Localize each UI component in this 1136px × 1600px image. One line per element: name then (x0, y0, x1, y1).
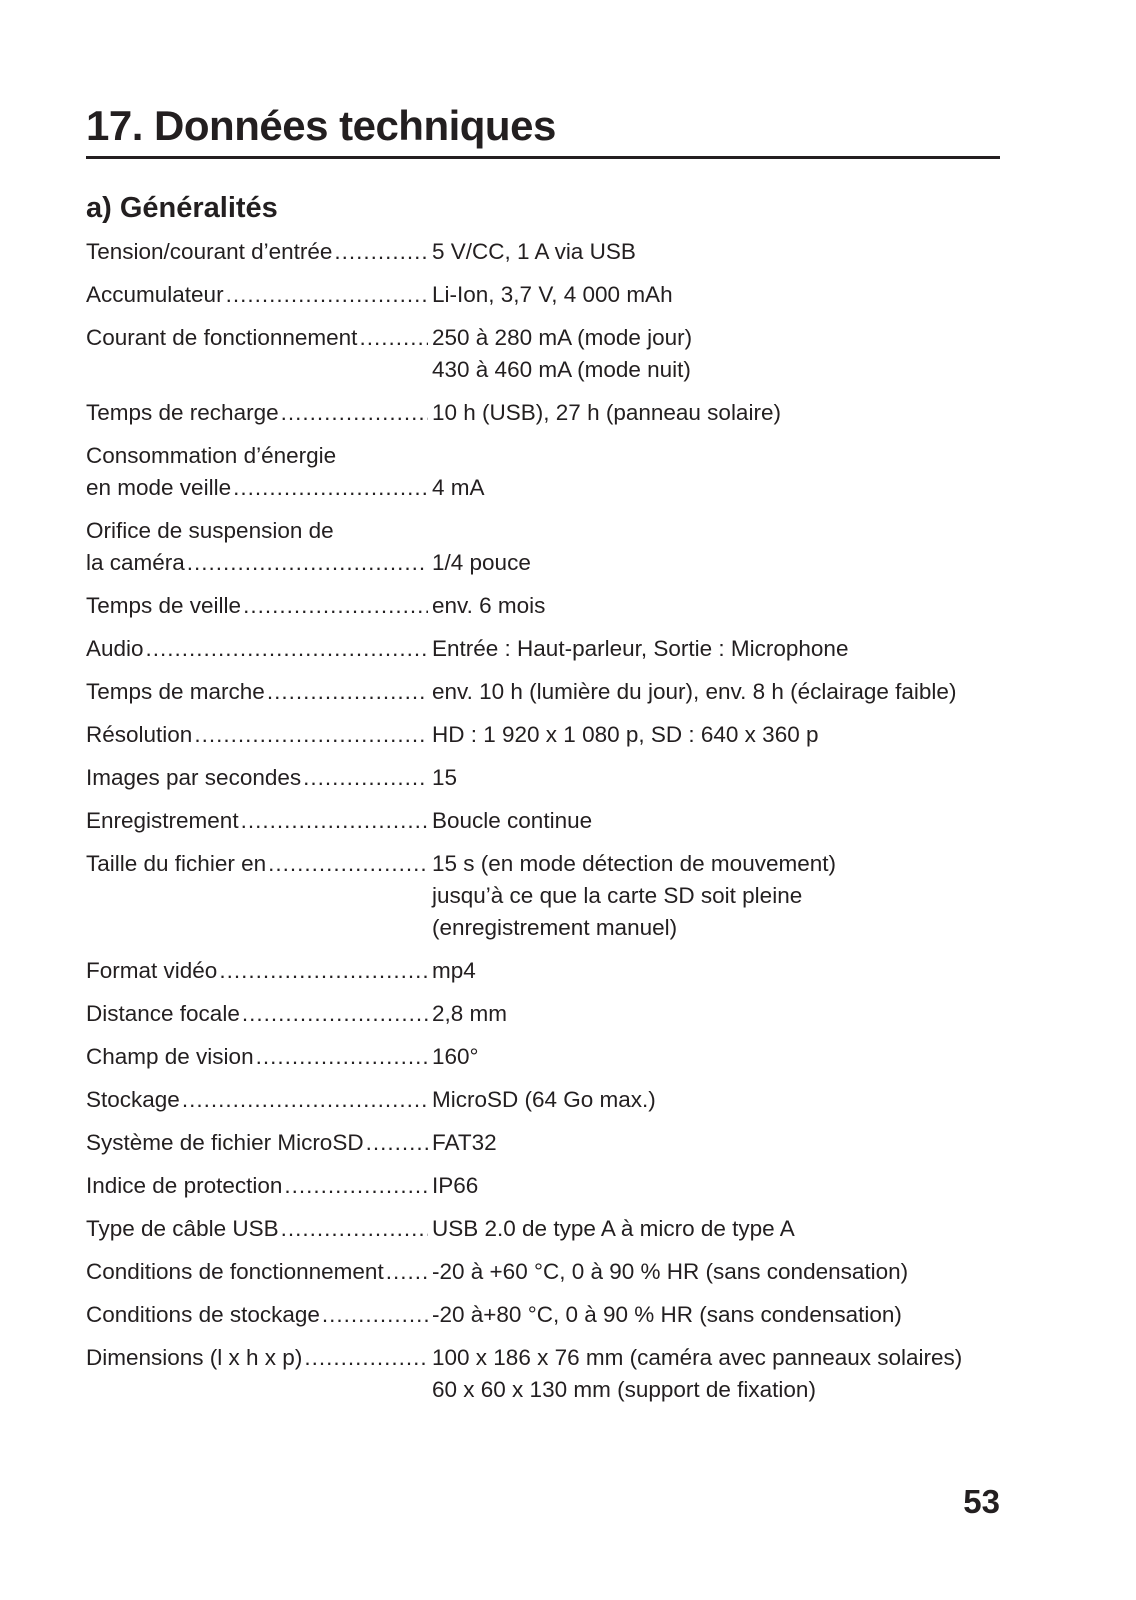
dot-leader (241, 805, 428, 837)
spec-label-line (86, 322, 428, 354)
spec-label (86, 236, 428, 268)
dot-leader (243, 590, 428, 622)
spec-label (86, 633, 428, 665)
spec-label-text: Audio (86, 636, 144, 661)
dot-leader (268, 848, 428, 880)
spec-label (86, 1299, 428, 1331)
spec-value-line: 5 V/CC, 1 A via USB (432, 239, 636, 264)
spec-row (86, 1256, 1006, 1288)
spec-value-line: jusqu’à ce que la carte SD soit pleine (432, 883, 803, 908)
spec-label-text: Champ de vision (86, 1044, 254, 1069)
spec-label-text: Temps de veille (86, 593, 242, 618)
spec-value-line: 15 s (en mode détection de mouvement) (432, 851, 836, 876)
spec-label-text: Consommation d’énergie (86, 443, 337, 468)
spec-label-line (86, 279, 428, 311)
spec-row (86, 805, 1006, 837)
spec-label (86, 279, 428, 311)
spec-row (86, 998, 1006, 1030)
spec-label (86, 440, 428, 504)
spec-value (428, 998, 1006, 1030)
spec-list (86, 236, 1006, 1417)
spec-row (86, 955, 1006, 987)
dot-leader (366, 1127, 428, 1159)
spec-value (428, 676, 1006, 708)
spec-value (428, 1127, 1006, 1159)
spec-label-text: Temps de recharge (86, 400, 279, 425)
spec-label-line (86, 1127, 428, 1159)
spec-label-line (86, 1299, 428, 1331)
spec-label-text: Images par secondes (86, 765, 302, 790)
spec-label (86, 322, 428, 354)
spec-label-line (86, 1084, 428, 1116)
spec-row (86, 1213, 1006, 1245)
spec-row (86, 633, 1006, 665)
spec-row (86, 762, 1006, 794)
spec-value-line: USB 2.0 de type A à micro de type A (432, 1216, 795, 1241)
spec-value (428, 590, 1006, 622)
spec-value (428, 848, 1006, 944)
spec-value-line: 250 à 280 mA (mode jour) (432, 325, 693, 350)
dot-leader (219, 955, 428, 987)
spec-value-line: 100 x 186 x 76 mm (caméra avec panneaux solaires) (432, 1345, 963, 1370)
spec-value-line: 10 h (USB), 27 h (panneau solaire) (432, 400, 781, 425)
dot-leader (182, 1084, 428, 1116)
spec-label (86, 762, 428, 794)
spec-value (428, 1041, 1006, 1073)
spec-row (86, 236, 1006, 268)
spec-value-line: 430 à 460 mA (mode nuit) (432, 357, 691, 382)
spec-label-line (86, 472, 428, 504)
spec-label-text: Distance focale (86, 1001, 240, 1026)
section-title: a) Généralités (86, 192, 278, 224)
spec-label-text: Conditions de fonctionnement (86, 1259, 384, 1284)
spec-label-text: Indice de protection (86, 1173, 283, 1198)
spec-label (86, 1084, 428, 1116)
spec-row (86, 676, 1006, 708)
spec-value (428, 633, 1006, 665)
spacer (432, 515, 1006, 547)
spec-value-line: MicroSD (64 Go max.) (432, 1087, 656, 1112)
dot-leader (281, 1213, 428, 1245)
dot-leader (303, 762, 428, 794)
spec-label-text: Courant de fonctionnement (86, 325, 358, 350)
spec-row (86, 1342, 1006, 1406)
spec-row (86, 397, 1006, 429)
dot-leader (284, 1170, 428, 1202)
spec-value-line: -20 à +60 °C, 0 à 90 % HR (sans condensation) (432, 1259, 909, 1284)
spec-label-line (86, 955, 428, 987)
spec-label-line (86, 236, 428, 268)
spec-label-text: Résolution (86, 722, 193, 747)
spec-row (86, 440, 1006, 504)
spec-label (86, 848, 428, 880)
spec-label-text: Taille du fichier en (86, 851, 267, 876)
spec-label (86, 955, 428, 987)
spec-row (86, 1170, 1006, 1202)
dot-leader (187, 547, 428, 579)
spec-row (86, 848, 1006, 944)
spec-value-line: (enregistrement manuel) (432, 915, 678, 940)
spec-value-line: 15 (432, 765, 458, 790)
spec-value-line: Boucle continue (432, 808, 593, 833)
spec-label-line (86, 998, 428, 1030)
spec-label (86, 1213, 428, 1245)
spec-value-line: IP66 (432, 1173, 479, 1198)
spec-label-text: en mode veille (86, 475, 232, 500)
spec-label (86, 676, 428, 708)
spec-label-text: Orifice de suspension de (86, 518, 334, 543)
dot-leader (386, 1256, 428, 1288)
dot-leader (281, 397, 428, 429)
spec-label-line (86, 1256, 428, 1288)
spec-value-line: env. 10 h (lumière du jour), env. 8 h (éclairage faible) (432, 679, 957, 704)
spec-value (428, 1084, 1006, 1116)
spec-value (428, 1170, 1006, 1202)
spec-label-text: Format vidéo (86, 958, 218, 983)
spec-label (86, 397, 428, 429)
spec-label (86, 1342, 428, 1374)
spec-row (86, 1041, 1006, 1073)
spec-label (86, 998, 428, 1030)
spec-label-text: Enregistrement (86, 808, 239, 833)
spec-row (86, 515, 1006, 579)
spec-value-line: 2,8 mm (432, 1001, 508, 1026)
spec-label-text: Temps de marche (86, 679, 265, 704)
page-title: 17. Données techniques (86, 96, 1000, 159)
spec-label-line (86, 515, 428, 547)
spec-label-line (86, 440, 428, 472)
spec-value (428, 1342, 1006, 1406)
spec-value-line: 60 x 60 x 130 mm (support de fixation) (432, 1377, 816, 1402)
spec-value (428, 397, 1006, 429)
dot-leader (322, 1299, 428, 1331)
spacer (432, 440, 1006, 472)
spec-value (428, 719, 1006, 751)
spec-label-text: Système de fichier MicroSD (86, 1130, 364, 1155)
dot-leader (233, 472, 428, 504)
spec-label-line (86, 590, 428, 622)
spec-value (428, 236, 1006, 268)
spec-value-line: HD : 1 920 x 1 080 p, SD : 640 x 360 p (432, 722, 819, 747)
spec-value (428, 279, 1006, 311)
spec-label-text: Conditions de stockage (86, 1302, 320, 1327)
spec-value-line: 4 mA (432, 475, 485, 500)
spec-row (86, 719, 1006, 751)
spec-label-line (86, 805, 428, 837)
dot-leader (256, 1041, 428, 1073)
spec-label (86, 1127, 428, 1159)
spec-label (86, 590, 428, 622)
spec-value (428, 1299, 1006, 1331)
spec-value (428, 322, 1006, 386)
dot-leader (334, 236, 428, 268)
spec-label-text: Accumulateur (86, 282, 224, 307)
spec-label-text: Dimensions (l x h x p) (86, 1345, 303, 1370)
spec-value-line: mp4 (432, 958, 476, 983)
page-number: 53 (963, 1483, 1000, 1520)
spec-label-line (86, 633, 428, 665)
dot-leader (194, 719, 428, 751)
dot-leader (226, 279, 428, 311)
spec-row (86, 1127, 1006, 1159)
spec-row (86, 1299, 1006, 1331)
spec-label (86, 515, 428, 579)
spec-label-line (86, 547, 428, 579)
spec-row (86, 279, 1006, 311)
dot-leader (267, 676, 428, 708)
spec-label-text: la caméra (86, 550, 185, 575)
spec-label-text: Type de câble USB (86, 1216, 279, 1241)
spec-label-line (86, 676, 428, 708)
spec-value-line: Entrée : Haut-parleur, Sortie : Microphone (432, 636, 849, 661)
spec-value (428, 762, 1006, 794)
spec-value (428, 955, 1006, 987)
spec-row (86, 322, 1006, 386)
spec-label-line (86, 1041, 428, 1073)
spec-value (428, 440, 1006, 504)
spec-value-line: 1/4 pouce (432, 550, 531, 575)
spec-label-line (86, 848, 428, 880)
spec-value-line: 160° (432, 1044, 479, 1069)
spec-label (86, 1041, 428, 1073)
dot-leader (146, 633, 428, 665)
spec-label-text: Stockage (86, 1087, 180, 1112)
spec-label-line (86, 1170, 428, 1202)
spec-label-line (86, 1342, 428, 1374)
spec-row (86, 590, 1006, 622)
spec-label-line (86, 719, 428, 751)
spec-value (428, 805, 1006, 837)
spec-label (86, 805, 428, 837)
spec-label (86, 1256, 428, 1288)
spec-label-line (86, 397, 428, 429)
spec-value (428, 1213, 1006, 1245)
spec-value (428, 1256, 1006, 1288)
spec-value-line: FAT32 (432, 1130, 497, 1155)
spec-label-text: Tension/courant d’entrée (86, 239, 333, 264)
spec-label (86, 719, 428, 751)
dot-leader (359, 322, 428, 354)
spec-label-line (86, 762, 428, 794)
spec-label-line (86, 1213, 428, 1245)
spec-value (428, 515, 1006, 579)
spec-row (86, 1084, 1006, 1116)
dot-leader (242, 998, 428, 1030)
spec-value-line: env. 6 mois (432, 593, 546, 618)
spec-label (86, 1170, 428, 1202)
spec-value-line: -20 à+80 °C, 0 à 90 % HR (sans condensation) (432, 1302, 902, 1327)
dot-leader (304, 1342, 428, 1374)
spec-value-line: Li-Ion, 3,7 V, 4 000 mAh (432, 282, 673, 307)
